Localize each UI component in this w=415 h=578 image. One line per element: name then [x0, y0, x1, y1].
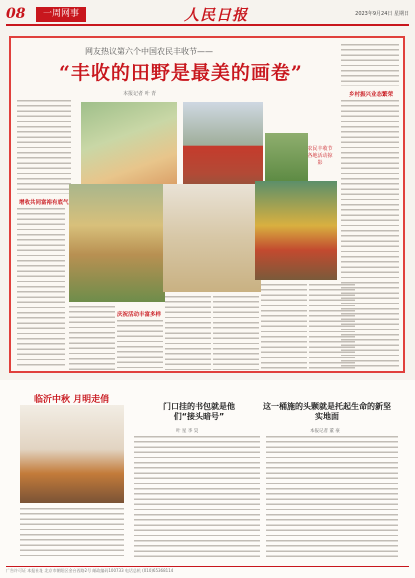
text-column — [17, 208, 65, 368]
text-column — [20, 508, 124, 558]
text-column — [134, 436, 260, 560]
text-column — [69, 306, 115, 370]
feature-title: “丰收的田野是最美的画卷” — [59, 62, 303, 84]
harvest-photo — [265, 133, 308, 181]
article-byline: 本报记者 董 豪 — [310, 429, 340, 434]
harvest-photo — [69, 184, 165, 302]
text-column — [266, 436, 398, 560]
harvest-photo — [163, 184, 261, 292]
harvest-photo — [255, 181, 337, 280]
column-heading: 增收共同富裕有底气 — [19, 200, 69, 206]
text-column — [341, 44, 399, 86]
article-headline: 门口挂的书包就是他们“接头暗号” — [163, 402, 235, 421]
harvest-photo — [81, 102, 177, 190]
text-column — [213, 296, 259, 370]
page-footer: 广告许可证 本报社址 北京市朝阳区金台西路2号 邮政编码100733 电话总机 (010)65368114 — [6, 566, 409, 574]
text-column — [165, 296, 211, 370]
section-label: 临沂中秋 月明走俏 — [34, 395, 110, 405]
mooncake-photo — [20, 405, 124, 503]
feature-article — [9, 36, 405, 373]
column-heading: 乡村振兴业态繁荣 — [349, 92, 394, 98]
feature-subtitle: 网友热议第六个中国农民丰收节—— — [85, 47, 213, 56]
text-column — [117, 320, 163, 370]
article-headline: 这一桶施的头颗就是托起生命的新坚实地面 — [263, 402, 391, 421]
text-column — [17, 100, 71, 194]
page-header — [6, 4, 409, 26]
page-number: 08 — [6, 6, 26, 22]
photo-caption-tag: 农民丰收节各地活动掠影 — [307, 146, 333, 166]
text-column — [341, 100, 399, 368]
photo-label: 庆祝活动丰富多样 — [117, 312, 162, 318]
section-tag: 一周网事 — [36, 7, 86, 22]
issue-date: 2023年9月24日 星期日 — [355, 11, 409, 17]
article-byline: 叶 星 李 昊 — [176, 429, 199, 434]
feature-byline: 本报记者 叶 青 — [123, 91, 157, 97]
text-column — [261, 284, 307, 370]
masthead-logo: 人民日报 — [184, 6, 249, 24]
